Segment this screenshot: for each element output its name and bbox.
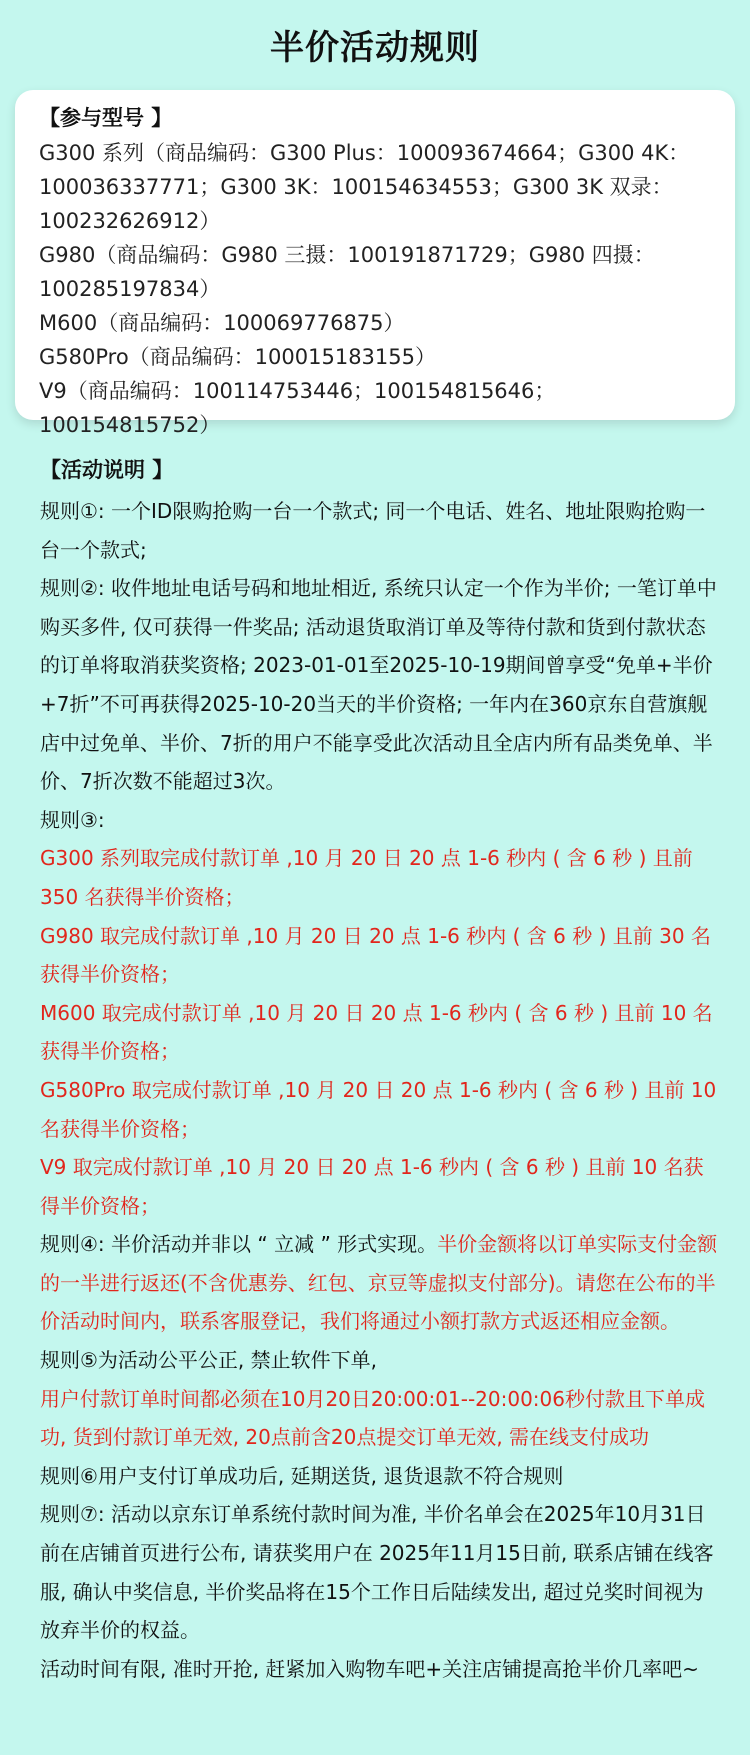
models-card <box>15 90 735 437</box>
model-line: G580Pro（商品编码：100015183155） <box>39 345 436 369</box>
rule-7: 规则⑦: 活动以京东订单系统付款时间为准, 半价名单会在2025年10月31日前在店铺首页进行公布, 请获奖用户在 2025年11月15日前, 联系店铺在线客服, 确认中奖信息, 半价奖品将在15个工作日后陆续发出, 超过兑奖时间视为放弃半价的权益。 <box>40 1502 714 1643</box>
rule-3-item: V9 取完成付款订单 ,10 月 20 日 20 点 1-6 秒内 ( 含 6 秒 ) 且前 10 名获得半价资格； <box>40 1155 704 1218</box>
rule-4-intro: 规则④: 半价活动并非以 “ 立减 ” 形式实现。 <box>40 1232 438 1257</box>
model-list <box>39 136 715 442</box>
model-line: M600（商品编码：100069776875） <box>39 311 405 335</box>
rule-3-item: M600 取完成付款订单 ,10 月 20 日 20 点 1-6 秒内 ( 含 6 秒 ) 且前 10 名获得半价资格； <box>40 1000 713 1064</box>
rule-1: 规则①: 一个ID限购抢购一台一个款式; 同一个电话、姓名、地址限购抢购一台一个款式; <box>40 499 706 562</box>
model-line: 100036337771；G300 3K：100154634553；G300 3K 双录： <box>39 175 673 199</box>
models-heading: 【参与型号 】 <box>39 106 173 130</box>
rule-3-item: G980 取完成付款订单 ,10 月 20 日 20 点 1-6 秒内 ( 含 6 秒 ) 且前 30 名获得半价资格； <box>40 923 711 987</box>
rules-section <box>40 452 720 1688</box>
rule-3-item: G300 系列取完成付款订单 ,10 月 20 日 20 点 1-6 秒内 ( 含 6 秒 ) 且前 350 名获得半价资格； <box>40 846 693 909</box>
rule-6: 规则⑥用户支付订单成功后, 延期送货, 退货退款不符合规则 <box>40 1463 564 1488</box>
rule-4-highlight: 半价金额将以订单实际支付金额的一半进行返还(不含优惠券、红包、京豆等虚拟支付部分)。请您在公布的半价活动时间内，联系客服登记，我们将通过小额打款方式返还相应金额。 <box>40 1232 718 1334</box>
model-line: G980（商品编码：G980 三摄：100191871729；G980 四摄： <box>39 243 655 267</box>
rule-3-label: 规则③: <box>40 807 105 832</box>
model-line: 100232626912） <box>39 209 221 233</box>
page-title: 半价活动规则 <box>270 28 480 68</box>
rule-2: 规则②: 收件地址电话号码和地址相近, 系统只认定一个作为半价; 一笔订单中购买多件, 仅可获得一件奖品; 活动退货取消订单及等待付款和货到付款状态的订单将取消获奖资格; 2023-01-01至2025-10-19期间曾享受“免单+半价+7折”不可再获得2025-10-20当天的半价资格; 一年内在360京东自营旗舰店中过免单、半价、7折的用户不能享受此次活动且全店内所有品类免单、半价、7折次数不能超过3次。 <box>40 576 717 794</box>
rules-heading: 【活动说明 】 <box>40 458 174 482</box>
rule-4 <box>40 1225 720 1341</box>
model-line: G300 系列（商品编码：G300 Plus：100093674664；G300 4K： <box>39 141 690 165</box>
model-line: V9（商品编码：100114753446；100154815646；100154815752） <box>39 379 556 437</box>
closing-note: 活动时间有限, 准时开抢, 赶紧加入购物车吧+关注店铺提高抢半价几率吧~ <box>40 1656 699 1681</box>
rule-3-item: G580Pro 取完成付款订单 ,10 月 20 日 20 点 1-6 秒内 ( 含 6 秒 ) 且前 10 名获得半价资格； <box>40 1077 717 1141</box>
rule-5-highlight: 用户付款订单时间都必须在10月20日20:00:01--20:00:06秒付款且下单成功, 货到付款订单无效, 20点前含20点提交订单无效, 需在线支付成功 <box>40 1386 705 1450</box>
model-line: 100285197834） <box>39 277 221 301</box>
rule-5-intro: 规则⑤为活动公平公正, 禁止软件下单, <box>40 1348 378 1373</box>
